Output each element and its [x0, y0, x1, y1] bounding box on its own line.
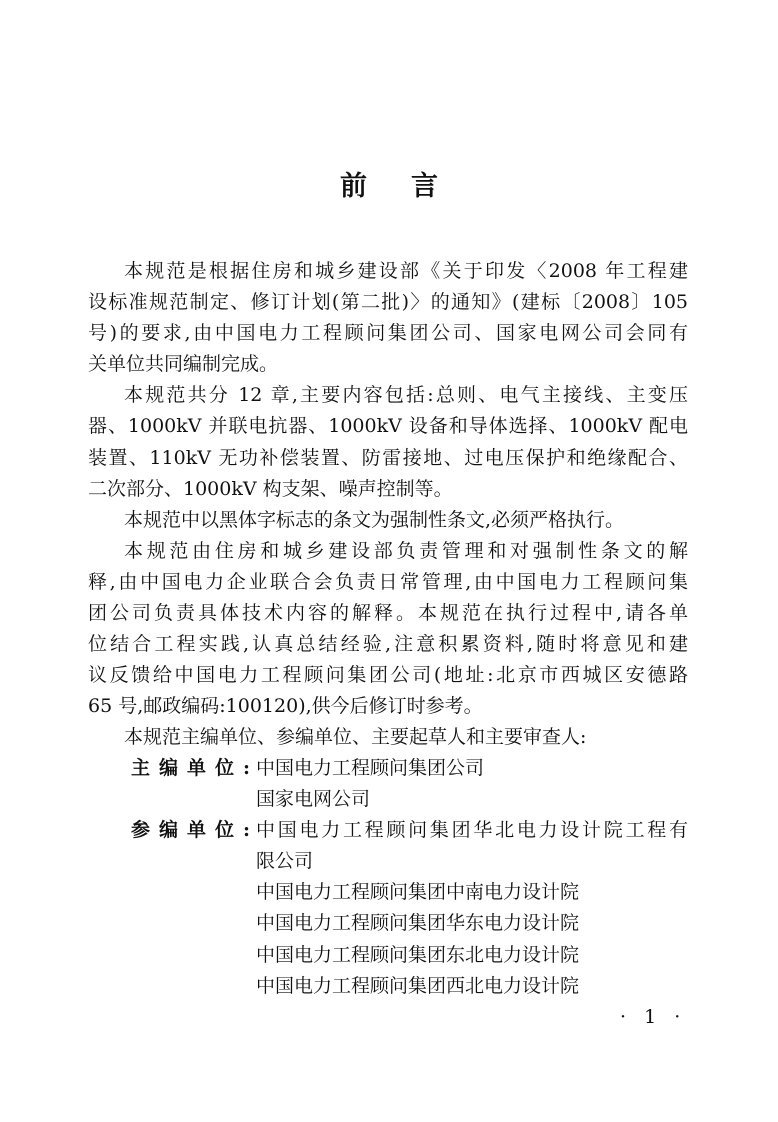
- participating-unit-row: [131, 877, 691, 908]
- participating-unit-row: [131, 940, 691, 971]
- title-char: 前: [340, 171, 367, 202]
- participating-unit-name: 中国电力工程顾问集团华北电力设计院工程有: [256, 819, 688, 842]
- paragraph-line: 释,由中国电力企业联合会负责日常管理,由中国电力工程顾问集: [88, 570, 688, 593]
- participating-unit-row: [131, 908, 691, 939]
- participating-unit-name: 中国电力工程顾问集团西北电力设计院: [256, 974, 580, 997]
- chief-unit-name: 国家电网公司: [256, 788, 371, 811]
- page-title: [0, 164, 778, 203]
- participating-unit-row: [131, 846, 691, 877]
- chief-unit-name: 中国电力工程顾问集团公司: [256, 757, 485, 779]
- paragraph-line: 本规范由住房和城乡建设部负责管理和对强制性条文的解: [124, 539, 688, 562]
- paragraph-line: 器、1000kV 并联电抗器、1000kV 设备和导体选择、1000kV 配电: [88, 415, 688, 438]
- paragraph-line: 团公司负责具体技术内容的解释。本规范在执行过程中,请各单: [88, 602, 688, 625]
- paragraph-line: 本规范主编单位、参编单位、主要起草人和主要审查人:: [124, 726, 587, 749]
- title-char: 言: [411, 171, 438, 202]
- chief-unit-label: 主编单位:: [131, 757, 260, 779]
- chief-unit-row: [131, 784, 691, 815]
- participating-unit-name: 中国电力工程顾问集团华东电力设计院: [256, 912, 580, 935]
- chief-unit-row: [131, 753, 691, 784]
- paragraph-line: 本规范共分 12 章,主要内容包括:总则、电气主接线、主变压: [124, 384, 688, 407]
- paragraph-line: 议反馈给中国电力工程顾问集团公司(地址:北京市西城区安德路: [88, 664, 688, 687]
- participating-unit-row: [131, 971, 691, 1002]
- preface-body: [88, 256, 688, 754]
- paragraph-line: 二次部分、1000kV 构支架、噪声控制等。: [88, 477, 453, 500]
- drafting-units-list: [131, 753, 691, 1002]
- participating-unit-label: 参编单位:: [131, 819, 260, 842]
- paragraph-line: 关单位共同编制完成。: [88, 353, 279, 376]
- paragraph-line: 本规范中以黑体字标志的条文为强制性条文,必须严格执行。: [124, 508, 625, 531]
- paragraph-line: 位结合工程实践,认真总结经验,注意积累资料,随时将意见和建: [88, 633, 688, 656]
- participating-unit-name: 中国电力工程顾问集团中南电力设计院: [256, 881, 580, 904]
- participating-unit-name: 限公司: [256, 850, 314, 873]
- paragraph-line: 65 号,邮政编码:100120),供今后修订时参考。: [88, 695, 483, 718]
- paragraph-line: 本规范是根据住房和城乡建设部《关于印发〈2008 年工程建: [124, 260, 688, 282]
- participating-unit-row: [131, 815, 691, 846]
- paragraph-line: 设标准规范制定、修订计划(第二批)〉的通知》(建标〔2008〕105: [88, 291, 688, 314]
- paragraph-line: 号)的要求,由中国电力工程顾问集团公司、国家电网公司会同有: [88, 322, 688, 345]
- participating-unit-name: 中国电力工程顾问集团东北电力设计院: [256, 943, 580, 966]
- paragraph-line: 装置、110kV 无功补偿装置、防雷接地、过电压保护和绝缘配合、: [88, 446, 688, 469]
- page-number: · 1 ·: [620, 1006, 687, 1028]
